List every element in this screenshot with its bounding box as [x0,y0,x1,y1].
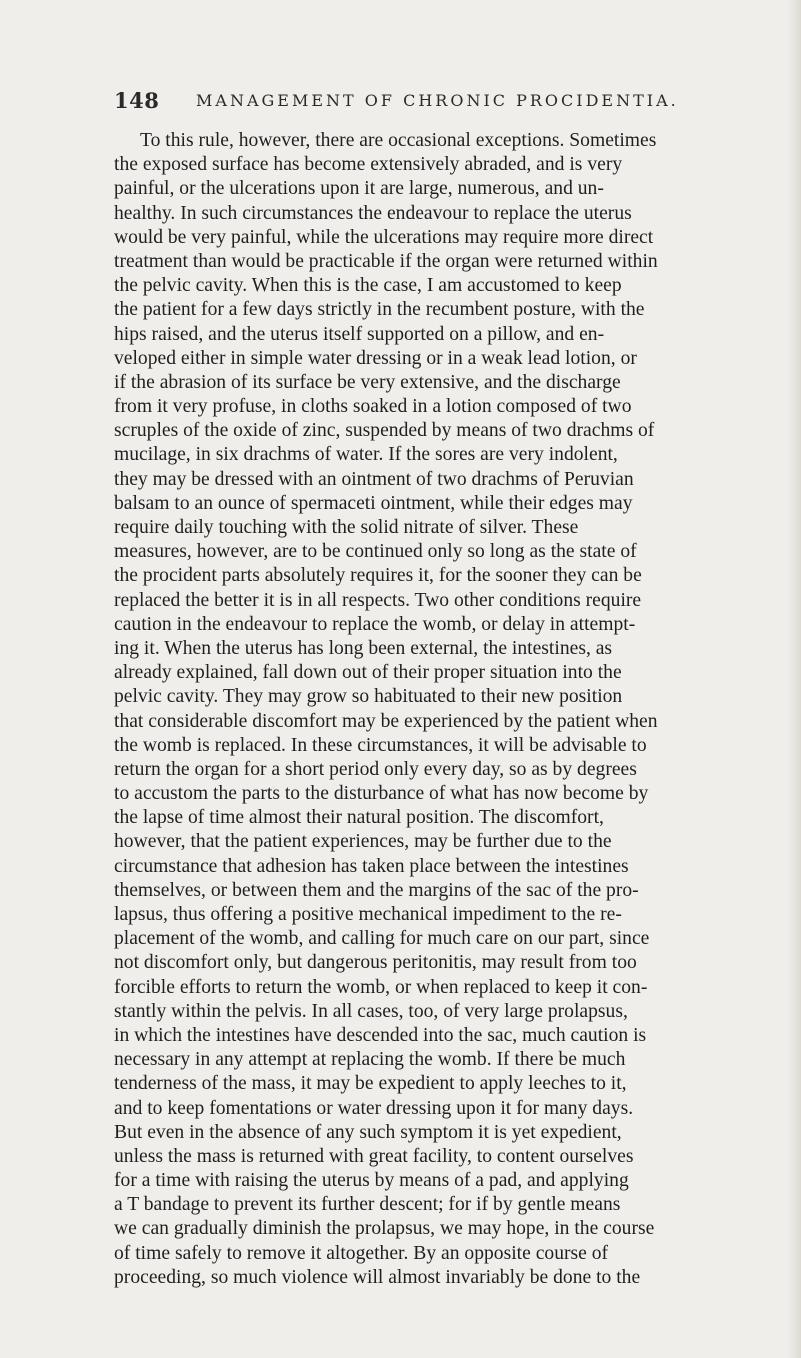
text-line: the exposed surface has become extensively abraded, and is very [114,154,623,176]
page-number: 148 [114,88,160,113]
text-line: to accustom the parts to the disturbance of what has now become by [114,783,649,805]
body-paragraph [114,129,790,1290]
text-line: the lapse of time almost their natural position. The discomfort, [114,807,604,829]
text-line: lapsus, thus offering a positive mechanical impediment to the re- [114,904,622,925]
running-title: MANAGEMENT OF CHRONIC PROCIDENTIA. [196,91,679,110]
text-line: of time safely to remove it altogether. By an opposite course of [114,1242,609,1264]
text-line: To this rule, however, there are occasional exceptions. Sometimes [140,130,657,151]
text-line: from it very profuse, in cloths soaked in a lotion composed of two [114,396,632,418]
text-line: necessary in any attempt at replacing the womb. If there be much [114,1049,626,1071]
text-line: that considerable discomfort may be experienced by the patient when [114,710,658,732]
text-line: healthy. In such circumstances the endeavour to replace the uterus [114,202,632,224]
text-line: return the organ for a short period only every day, so as by degrees [114,758,637,780]
text-line: balsam to an ounce of spermaceti ointment, while their edges may [114,492,633,514]
text-line: painful, or the ulcerations upon it are large, numerous, and un- [114,178,604,200]
text-line: measures, however, are to be continued only so long as the state of [114,541,637,563]
text-line: circumstance that adhesion has taken place between the intestines [114,855,629,877]
text-line: replaced the better it is in all respects. Two other conditions require [114,589,642,611]
text-line: But even in the absence of any such symptom it is yet expedient, [114,1121,622,1143]
text-line: a T bandage to prevent its further descent; for if by gentle means [114,1194,621,1216]
text-line: the womb is replaced. In these circumstances, it will be advisable to [114,734,647,756]
text-line: stantly within the pelvis. In all cases, too, of very large prolapsus, [114,1000,628,1022]
text-line: if the abrasion of its surface be very extensive, and the discharge [114,371,621,393]
text-line: proceeding, so much violence will almost invariably be done to the [114,1266,641,1288]
text-line: they may be dressed with an ointment of two drachms of Peruvian [114,468,634,490]
text-line: placement of the womb, and calling for much care on our part, since [114,928,650,950]
text-line: in which the intestines have descended into the sac, much caution is [114,1024,647,1046]
text-line: for a time with raising the uterus by means of a pad, and applying [114,1170,629,1192]
text-line: and to keep fomentations or water dressing upon it for many days. [114,1097,634,1119]
text-line: veloped either in simple water dressing or in a weak lead lotion, or [114,347,637,369]
text-line: the patient for a few days strictly in the recumbent posture, with the [114,299,645,321]
text-line: require daily touching with the solid nitrate of silver. These [114,517,579,538]
text-line: themselves, or between them and the margins of the sac of the pro- [114,879,639,901]
text-line: unless the mass is returned with great facility, to content ourselves [114,1145,634,1167]
text-line: pelvic cavity. They may grow so habituated to their new position [114,686,623,708]
text-line: would be very painful, while the ulcerations may require more direct [114,226,654,248]
text-line: forcible efforts to return the womb, or when replaced to keep it con- [114,976,648,998]
text-line: ing it. When the uterus has long been external, the intestines, as [114,637,613,659]
text-line: however, that the patient experiences, may be further due to the [114,831,612,853]
text-line: we can gradually diminish the prolapsus, we may hope, in the course [114,1218,655,1240]
text-line: mucilage, in six drachms of water. If the sores are very indolent, [114,444,618,466]
text-line: the procident parts absolutely requires it, for the sooner they can be [114,565,642,587]
page-header [114,88,754,118]
text-line: caution in the endeavour to replace the womb, or delay in attempt- [114,613,636,635]
text-line: already explained, fall down out of their proper situation into the [114,662,622,684]
text-line: the pelvic cavity. When this is the case, I am accustomed to keep [114,275,622,297]
text-line: scruples of the oxide of zinc, suspended by means of two drachms of [114,420,655,442]
text-line: tenderness of the mass, it may be expedient to apply leeches to it, [114,1073,627,1095]
text-line: not discomfort only, but dangerous peritonitis, may result from too [114,952,637,974]
text-line: hips raised, and the uterus itself supported on a pillow, and en- [114,323,605,345]
text-line: treatment than would be practicable if the organ were returned within [114,250,658,272]
